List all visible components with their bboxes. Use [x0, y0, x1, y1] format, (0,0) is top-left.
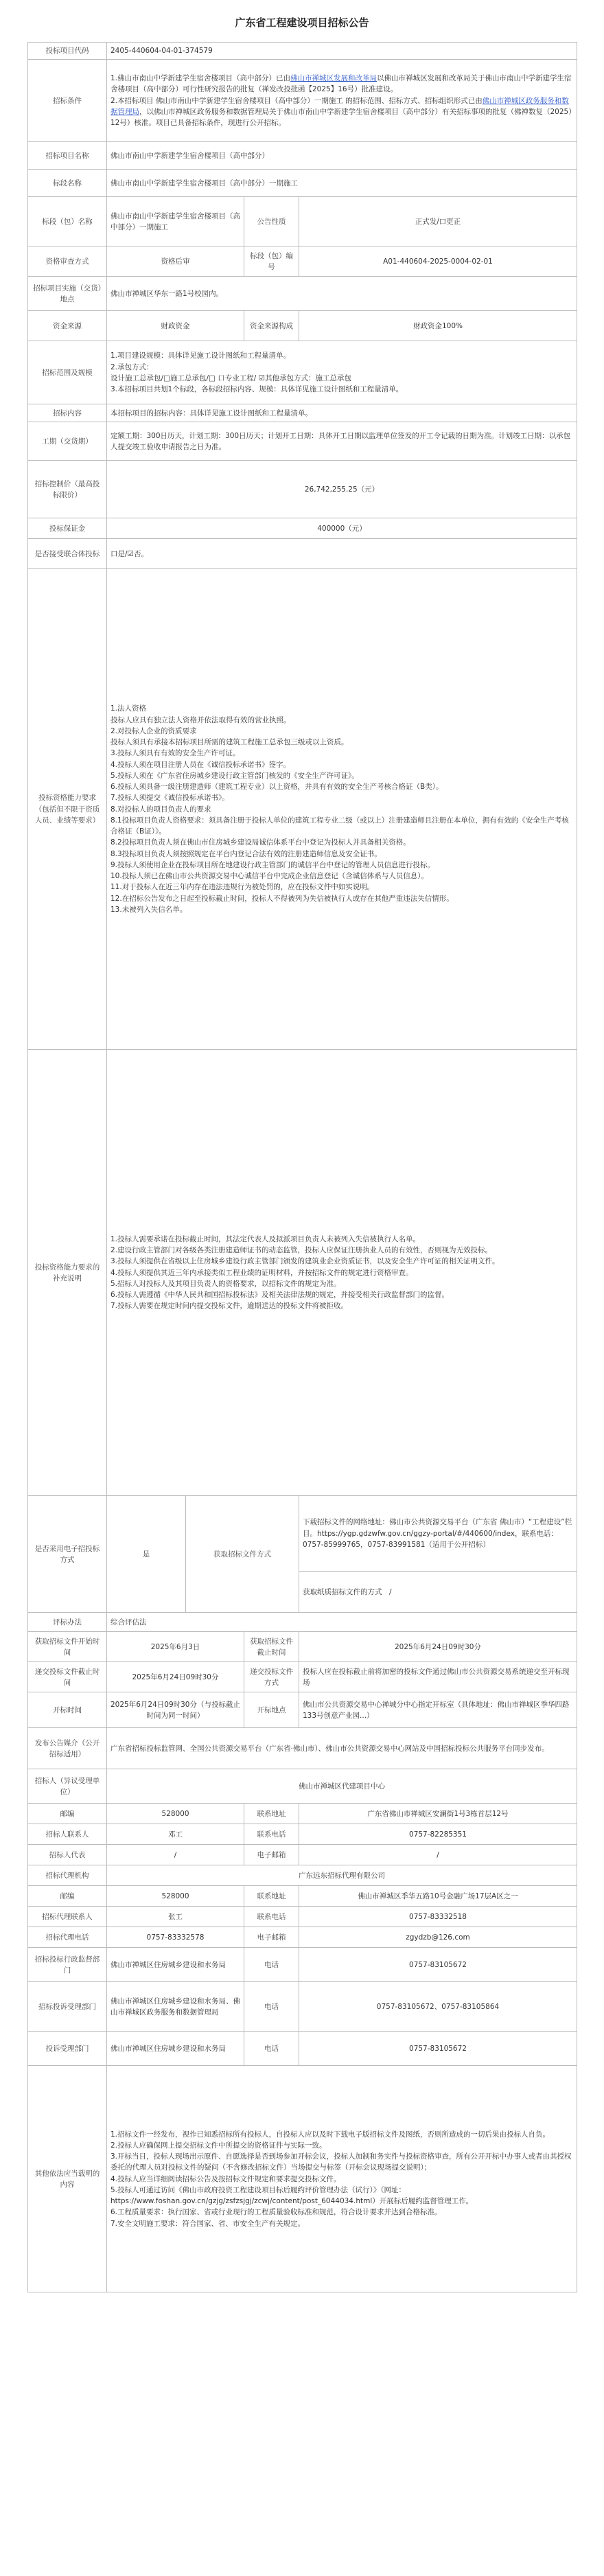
cond-link-1[interactable]: 佛山市禅城区发展和改革局: [290, 74, 378, 83]
row-joint: [28, 539, 577, 569]
label-electronic: 是否采用电子招投标方式: [28, 1496, 107, 1613]
label-bond: 投标保证金: [28, 518, 107, 539]
label-paper: 获取纸质招标文件的方式: [303, 1587, 382, 1596]
label-code: 投标项目代码: [28, 43, 107, 60]
label-complaint-tel: 电话: [244, 1982, 299, 2032]
label-owner-addr: 联系地址: [244, 1804, 299, 1824]
value-complaint: 佛山市禅城区住房城乡建设和水务局、佛山市禅城区政务服务和数据管理局: [107, 1982, 244, 2032]
value-agent-addr: 佛山市禅城区季华五路10号金融广场17层A区之一: [299, 1886, 577, 1907]
supp-line: 5.招标人对投标人及其项目负责人的资格要求，以招标文件的规定为准。: [111, 1279, 341, 1288]
other-line: 7.安全文明施工要求：符合国家、省、市安全生产有关规定。: [111, 2219, 305, 2228]
label-complaint: 招标投诉受理部门: [28, 1982, 107, 2032]
row-bid-number: [28, 197, 577, 246]
qual-line: 8.2投标项目负责人须在佛山市住房城乡建设局诚信体系平台中登记为投标人并具备相关资格。: [111, 838, 410, 847]
value-owner-email: /: [299, 1845, 577, 1865]
value-submit-end: 2025年6月24日09时30分: [107, 1662, 244, 1692]
label-submit-way: 递交投标文件方式: [244, 1662, 299, 1692]
qual-line: 5.投标人须在《广东省住房城乡建设行政主管部门核发的《安全生产许可证》。: [111, 771, 359, 780]
value-get-end: 2025年6月24日09时30分: [299, 1632, 577, 1662]
row-opening: [28, 1692, 577, 1728]
qual-line: 13.未被列入失信名单。: [111, 906, 187, 915]
qual-line: 1.法人资格: [111, 704, 147, 713]
value-supplement: [107, 1050, 577, 1496]
row-monitor: [28, 2032, 577, 2066]
value-owner-zip: 528000: [107, 1804, 244, 1824]
label-bid-code: 标段（包）编号: [244, 246, 299, 277]
cond-line-3: 2.本招标项目 佛山市南山中学新建学生宿舍楼项目（高中部分）一期施工 的招标范围、招标方式、招标组织形式已由: [111, 96, 483, 105]
label-bid-name: 标段名称: [28, 170, 107, 197]
label-project-name: 招标项目名称: [28, 142, 107, 170]
supp-line: 7.投标人需要在规定时间内提交投标文件，逾期送达的投标文件将被拒收。: [111, 1302, 349, 1311]
cond-link-2[interactable]: 佛山市禅城区政务服务和数据管理局: [111, 96, 569, 116]
qual-line: 11.对于投标人在近三年内存在违法违规行为被处罚的，应在投标文件中如实说明。: [111, 883, 375, 892]
value-opening: 2025年6月24日09时30分（与投标截止时间为同一时间）: [107, 1692, 244, 1728]
label-agent-phone: 招标代理电话: [28, 1927, 107, 1948]
label-eval: 评标办法: [28, 1613, 107, 1632]
other-line: 4.投标人应当详细阅读招标公告及按招标文件规定和要求提交投标文件。: [111, 2174, 341, 2183]
label-joint: 是否接受联合体投标: [28, 539, 107, 569]
qual-line: 2.对投标人企业的资质要求: [111, 726, 197, 735]
value-admin: 佛山市禅城区住房城乡建设和水务局: [107, 1948, 244, 1982]
label-owner: 招标人（异议受理单位）: [28, 1769, 107, 1804]
value-eval: 综合评估法: [107, 1613, 577, 1632]
value-price: 26,742,255.25（元）: [107, 461, 577, 518]
label-site: 招标项目实施（交货）地点: [28, 277, 107, 311]
value-scope: [107, 341, 577, 404]
label-other: 其他依法应当载明的内容: [28, 2066, 107, 2292]
value-monitor-tel: 0757-83105672: [299, 2032, 577, 2066]
label-monitor-tel: 电话: [244, 2032, 299, 2066]
value-joint: 口是/☑否。: [107, 539, 577, 569]
row-eval: [28, 1613, 577, 1632]
qual-line: 6.投标人须具备一级注册建造师（建筑工程专业）以上资格，并具有有效的安全生产考核合格证（B类）。: [111, 783, 443, 792]
value-agent-zip: 528000: [107, 1886, 244, 1907]
row-qual: [28, 246, 577, 277]
cond-line-4: ，以佛山市禅城区政务服务和数据管理局关于佛山市南山中学新建学生宿舍楼项目（高中部分）有关招标事项的批复（佛禅数复（2025）12号）核准。项目已具备招标条件，现进行公开招标。: [111, 107, 572, 128]
qual-line: 投标人须具有承接本招标项目所需的建筑工程施工总承包三级或以上资质。: [111, 738, 349, 747]
label-admin-tel: 电话: [244, 1948, 299, 1982]
label-owner-tel: 联系电话: [244, 1824, 299, 1845]
value-period: 定额工期：300日历天，计划工期：300日历天；计划开工日期：具体开工日期以监理单位签发的开工令记载的日期为准。计划竣工日期：以承包人提交竣工验收申请报告之日为准。: [107, 422, 577, 461]
supp-line: 1.投标人需要承诺在投标截止时间，其法定代表人及拟派项目负责人未被列入失信被执行人名单。: [111, 1234, 421, 1243]
label-monitor: 投诉受理部门: [28, 2032, 107, 2066]
row-agent-zip: [28, 1886, 577, 1907]
qual-line: 8.对投标人的项目负责人的要求: [111, 805, 211, 814]
value-get-start: 2025年6月3日: [107, 1632, 244, 1662]
row-other: [28, 2066, 577, 2292]
other-line: 1.招标文件一经发布，视作已知悉招标所有投标人，自投标人应以及时下载电子版招标文件及图纸，否则所造成的一切后果由投标人自负。: [111, 2130, 550, 2139]
label-owner-rep: 招标人代表: [28, 1845, 107, 1865]
value-bond: 400000（元）: [107, 518, 577, 539]
value-qual: 资格后审: [107, 246, 244, 277]
row-bid-name: [28, 170, 577, 197]
value-fund-source: 财政资金100%: [299, 311, 577, 341]
row-owner-zip: [28, 1804, 577, 1824]
row-media: [28, 1728, 577, 1769]
label-submit-end: 递交投标文件截止时间: [28, 1662, 107, 1692]
row-agent: [28, 1865, 577, 1886]
label-qual: 资格审查方式: [28, 246, 107, 277]
label-get-end: 获取招标文件截止时间: [244, 1632, 299, 1662]
label-period: 工期（交货期）: [28, 422, 107, 461]
value-bid-code: A01-440604-2025-0004-02-01: [299, 246, 577, 277]
value-agent-contact: 张工: [107, 1907, 244, 1927]
label-media: 发布公告媒介（公开招标适用）: [28, 1728, 107, 1769]
value-media: 广东省招标投标监管网、全国公共资源交易平台（广东省·佛山市）、佛山市公共资源交易中心网站及中国招标投标公共服务平台同步发布。: [107, 1728, 577, 1769]
value-site: 佛山市禅城区华东一路1号校园内。: [107, 277, 577, 311]
label-owner-contact: 招标人联系人: [28, 1824, 107, 1845]
label-scope: 招标范围及规模: [28, 341, 107, 404]
row-code: [28, 43, 577, 60]
qual-line: 3.投标人须具有有效的安全生产许可证。: [111, 749, 240, 758]
label-owner-email: 电子邮箱: [244, 1845, 299, 1865]
value-agent: 广东远东招标代理有限公司: [107, 1865, 577, 1886]
qual-line: 9.投标人须使用企业在投标项目所在地建设行政主管部门的诚信平台中登记的管理人员信息进行投标。: [111, 860, 435, 869]
label-owner-zip: 邮编: [28, 1804, 107, 1824]
label-bid-number: 标段（包）名称: [28, 197, 107, 246]
label-supplement: 投标资格能力要求的补充说明: [28, 1050, 107, 1496]
value-bid-number: 佛山市南山中学新建学生宿舍楼项目（高中部分）一期施工: [107, 197, 244, 246]
value-other: [107, 2066, 577, 2292]
label-content: 招标内容: [28, 404, 107, 422]
label-opening-place: 开标地点: [244, 1692, 299, 1728]
value-admin-tel: 0757-83105672: [299, 1948, 577, 1982]
value-project-name: 佛山市南山中学新建学生宿舍楼项目（高中部分）: [107, 142, 577, 170]
label-agent-addr: 联系地址: [244, 1886, 299, 1907]
row-agent-contact: [28, 1907, 577, 1927]
row-price: [28, 461, 577, 518]
value-bid-name: 佛山市南山中学新建学生宿舍楼项目（高中部分）一期施工: [107, 170, 577, 197]
other-line: 2.投标人应确保网上提交招标文件中所提交的资格证件与实际一致。: [111, 2141, 327, 2150]
label-agent-tel: 联系电话: [244, 1907, 299, 1927]
value-monitor: 佛山市禅城区住房城乡建设和水务局: [107, 2032, 244, 2066]
tender-table: [27, 42, 577, 2292]
qual-line: 10.投标人须已在佛山市公共资源交易中心诚信平台中完成企业信息登记（含诚信体系与人员信息）。: [111, 872, 428, 881]
label-nature: 公告性质: [244, 197, 299, 246]
row-scope: [28, 341, 577, 404]
qual-line: 12.在招标公告发布之日起至投标截止时间，投标人不得被列为失信被执行人或存在其他严重违法失信情形。: [111, 894, 454, 903]
value-owner-rep: /: [107, 1845, 244, 1865]
label-qualifications: 投标资格能力要求（包括但不限于资质人员、业绩等要求）: [28, 569, 107, 1050]
label-get-start: 获取招标文件开始时间: [28, 1632, 107, 1662]
row-period: [28, 422, 577, 461]
label-agent-email: 电子邮箱: [244, 1927, 299, 1948]
row-download-online: [28, 1496, 577, 1572]
cond-line-1: 1.佛山市南山中学新建学生宿舍楼项目（高中部分）已由: [111, 74, 291, 83]
label-fund-source: 资金来源构成: [244, 311, 299, 341]
value-owner-tel: 0757-82285351: [299, 1824, 577, 1845]
label-opening: 开标时间: [28, 1692, 107, 1728]
value-fund: 财政资金: [107, 311, 244, 341]
value-agent-phone: 0757-83332578: [107, 1927, 244, 1948]
value-download-url[interactable]: 下载招标文件的网络地址：佛山市公共资源交易平台（广东省 佛山市）“工程建设”栏目。https://ygp.gdzwfw.gov.cn/ggzy-portal/#/440600/index，联系电话：0757-85999765，0757-83991581（适用于公开招标）: [299, 1496, 577, 1572]
value-electronic: 是: [107, 1496, 186, 1613]
row-content: [28, 404, 577, 422]
scope-line: 设计施工总承包/□施工总承包/□ 口专业工程/ ☑其他承包方式：施工总承包: [111, 373, 352, 382]
row-bond: [28, 518, 577, 539]
row-time-submit: [28, 1662, 577, 1692]
qual-line: 8.3投标项目负责人须按照规定在平台内登记合法有效的注册建造师信息及安全证书。: [111, 849, 382, 858]
supp-line: 2.建设行政主管部门对各级各类注册建造师证书的动态监管，投标人应保证注册执业人员的有效性，否则视为无效投标。: [111, 1246, 493, 1255]
value-agent-email: zgydzb@126.com: [299, 1927, 577, 1948]
value-qualifications: [107, 569, 577, 1050]
supp-line: 6.投标人需遵循《中华人民共和国招标投标法》及相关法律法规的规定，并接受相关行政监督部门的监督。: [111, 1291, 450, 1300]
scope-line: 3.本招标项目共划1个标段，各标段招标内容、规模：具体详见施工设计图纸和工程量清单。: [111, 385, 404, 394]
value-owner-addr: 广东省佛山市禅城区安澜街1号3栋首层12号: [299, 1804, 577, 1824]
page-title: 广东省工程建设项目招标公告: [235, 16, 369, 29]
row-project-name: [28, 142, 577, 170]
supp-line: 3.投标人须提供在省级以上住房城乡建设行政主管部门颁发的建筑业企业资质证书，以及安全生产许可证的相关证明文件。: [111, 1257, 500, 1266]
value-submit-way: 投标人应在投标截止前将加密的投标文件通过佛山市公共资源交易系统递交至开标现场: [299, 1662, 577, 1692]
value-paper-method: /: [389, 1587, 392, 1596]
row-owner-contact: [28, 1824, 577, 1845]
value-nature: 正式发/口更正: [299, 197, 577, 246]
label-price: 招标控制价（最高投标限价）: [28, 461, 107, 518]
value-owner: 佛山市禅城区代建项目中心: [107, 1769, 577, 1804]
row-owner: [28, 1769, 577, 1804]
row-time-get: [28, 1632, 577, 1662]
value-paper: [299, 1572, 577, 1613]
row-conditions: [28, 60, 577, 142]
scope-line: 2.承包方式：: [111, 363, 154, 371]
row-qualifications: [28, 569, 577, 1050]
cond-line-2: 以佛山市禅城区发展和改革局关于佛山市南山中学新建学生宿舍楼项目（高中部分）可行性研究报告的批复（禅发改投批函【2025】16号）批准建设。: [111, 74, 572, 94]
label-agent-zip: 邮编: [28, 1886, 107, 1907]
value-complaint-tel: 0757-83105672、0757-83105864: [299, 1982, 577, 2032]
row-agent-tel: [28, 1927, 577, 1948]
qual-line: 4.投标人须在项目注册人员在《诚信投标承诺书》签字。: [111, 760, 291, 769]
value-content: 本招标项目的招标内容：具体详见施工设计图纸和工程量清单。: [107, 404, 577, 422]
label-agent-contact: 招标代理联系人: [28, 1907, 107, 1927]
supp-line: 4.投标人须提供其近三年内承接类似工程业绩的证明材料，并按招标文件的规定进行资格审查。: [111, 1268, 413, 1277]
value-conditions: [107, 60, 577, 142]
label-admin: 招标投标行政监督部门: [28, 1948, 107, 1982]
value-owner-contact: 邓工: [107, 1824, 244, 1845]
label-fund: 资金来源: [28, 311, 107, 341]
value-code: 2405-440604-04-01-374579: [107, 43, 577, 60]
value-agent-tel: 0757-83332518: [299, 1907, 577, 1927]
other-line: 5.投标人可通过访问《佛山市政府投资工程建设项目标后履约评价管理办法（试行）》（网址：https://www.foshan.gov.cn/gzjg/zsfzsjgj/zcwj/content/post_6044034.html）开展标后履约监督管理工作。: [111, 2185, 474, 2206]
other-line: 6.工程质量要求：执行国家、省或行业现行的工程质量验收标准和规范，符合设计要求并达到合格标准。: [111, 2208, 442, 2217]
row-fund: [28, 311, 577, 341]
other-line: 3.开标当日，投标人现场出示原件、自愿选择是否到场参加开标会议，投标人加制和务实件与投标资格审查，所有公开开标中办事人或者由其授权委托的代理人员对投标文件的疑问（不含修改招标文件）当场提交与标签（开标会议现场提交说明）；: [111, 2152, 572, 2172]
label-get-method: 获取招标文件方式: [186, 1496, 299, 1613]
row-owner-rep: [28, 1845, 577, 1865]
label-agent: 招标代理机构: [28, 1865, 107, 1886]
row-site: [28, 277, 577, 311]
qual-line: 7.投标人须提交《诚信投标承诺书》。: [111, 794, 229, 803]
label-conditions: 招标条件: [28, 60, 107, 142]
row-admin: [28, 1948, 577, 1982]
row-supplement: [28, 1050, 577, 1496]
qual-line: 投标人应具有独立法人资格并依法取得有效的营业执照。: [111, 715, 291, 724]
value-opening-place: 佛山市公共资源交易中心禅城分中心指定开标室（具体地址：佛山市禅城区季华四路133号创意产业园...）: [299, 1692, 577, 1728]
row-complaint: [28, 1982, 577, 2032]
scope-line: 1.项目建设规模：具体详见施工设计图纸和工程量清单。: [111, 352, 291, 360]
qual-line: 8.1投标项目负责人资格要求：须具备注册于投标人单位的建筑工程专业二级（或以上）注册建造师且注册在本单位，拥有有效的《安全生产考核合格证（B证）》。: [111, 816, 569, 836]
